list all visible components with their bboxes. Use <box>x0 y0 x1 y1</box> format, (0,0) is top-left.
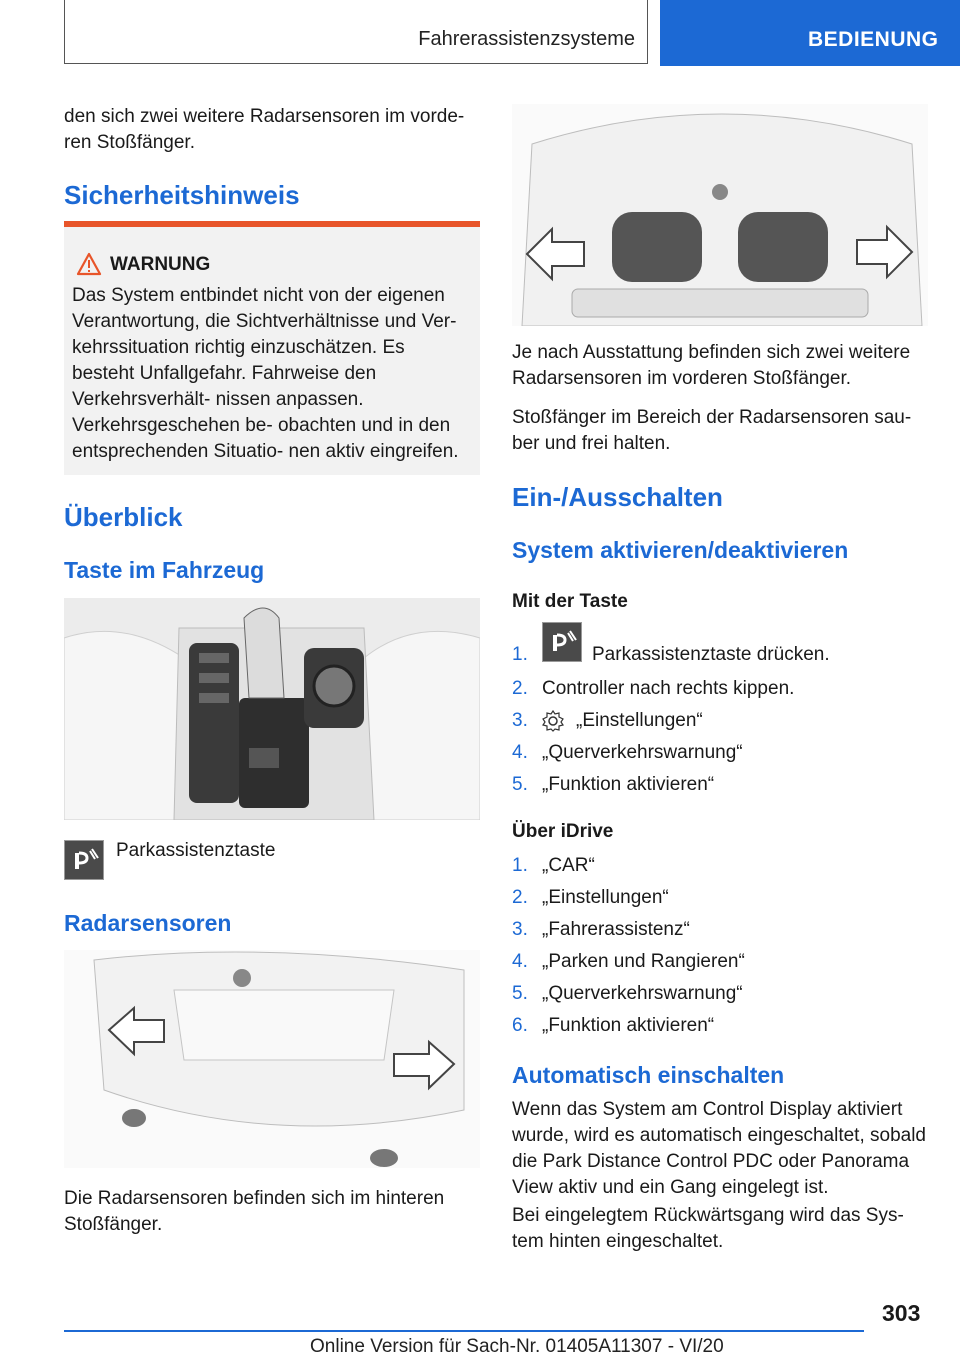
auto-text-1: Wenn das System am Control Display aktiviert wurde, wird es automatisch eingeschaltet, sobald die Park Distance Control PDC oder Panorama View aktiv und ein Gang eingelegt ist. <box>512 1099 927 1198</box>
gear-icon <box>542 710 564 732</box>
list-item: 6. „Funktion aktivieren“ <box>512 1015 715 1036</box>
park-assist-caption: Parkassistenztaste <box>116 840 276 861</box>
list-item: 3. „Einstellungen“ <box>512 710 703 731</box>
warning-text: Das System entbindet nicht von der eigenen Verantwortung, die Sichtverhältnisse und Ver- kehrssituation richtig einzuschätzen. Es besteht Unfallgefahr. Fahrweise den Verkehrsverhält- nissen anpassen. Verkehrsgeschehen be- obachten und in den entsprechenden Situatio- nen aktiv eingreifen. <box>72 285 459 462</box>
footer-divider <box>64 1330 864 1332</box>
list-item: 1. Parkassistenztaste drücken. <box>512 642 932 676</box>
warning-box <box>64 221 480 475</box>
list-item: 5. „Funktion aktivieren“ <box>512 774 715 795</box>
idrive-steps <box>512 853 932 1045</box>
park-assist-icon <box>64 840 104 880</box>
warning-triangle-icon <box>76 252 102 276</box>
header-chapter-box <box>660 0 960 66</box>
rear-caption: Die Radarsensoren befinden sich im hinteren Stoßfänger. <box>64 1188 445 1235</box>
with-button-heading: Mit der Taste <box>512 591 628 612</box>
center-console-image <box>64 598 480 820</box>
auto-text-2: Bei eingelegtem Rückwärtsgang wird das Sys- tem hinten eingeschaltet. <box>512 1205 904 1252</box>
auto-heading: Automatisch einschalten <box>512 1062 785 1088</box>
onoff-heading: Ein-/Ausschalten <box>512 482 723 512</box>
overview-heading: Überblick <box>64 502 183 532</box>
button-heading: Taste im Fahrzeug <box>64 557 265 583</box>
intro-text: den sich zwei weitere Radarsensoren im vorde- ren Stoßfänger. <box>64 106 465 153</box>
list-item: 4. „Querverkehrswarnung“ <box>512 742 743 763</box>
warning-title: WARNUNG <box>110 254 211 275</box>
radar-heading: Radarsensoren <box>64 910 232 936</box>
list-item: 1. „CAR“ <box>512 855 595 876</box>
header-chapter-title: BEDIENUNG <box>808 28 939 51</box>
front-bumper-image <box>512 104 928 326</box>
footer-online-version: Online Version für Sach-Nr. 01405A11307 - VI/20 <box>310 1336 724 1357</box>
park-assist-icon <box>542 622 582 662</box>
list-item: 3. „Fahrerassistenz“ <box>512 919 690 940</box>
idrive-heading: Über iDrive <box>512 821 614 842</box>
rear-bumper-image <box>64 950 480 1168</box>
page-number: 303 <box>882 1300 921 1326</box>
list-item: 5. „Querverkehrswarnung“ <box>512 983 743 1004</box>
list-item: 4. „Parken und Rangieren“ <box>512 951 745 972</box>
with-button-steps <box>512 642 932 804</box>
activate-heading: System aktivieren/deaktivieren <box>512 537 849 563</box>
header-section-box <box>64 0 648 64</box>
header-section-title: Fahrerassistenzsysteme <box>418 28 635 50</box>
list-item: 2. Controller nach rechts kippen. <box>512 678 795 699</box>
bumper-note: Stoßfänger im Bereich der Radarsensoren sau- ber und frei halten. <box>512 407 912 454</box>
front-caption: Je nach Ausstattung befinden sich zwei weitere Radarsensoren im vorderen Stoßfänger. <box>512 342 911 389</box>
safety-heading: Sicherheitshinweis <box>64 180 300 210</box>
list-item: 2. „Einstellungen“ <box>512 887 669 908</box>
